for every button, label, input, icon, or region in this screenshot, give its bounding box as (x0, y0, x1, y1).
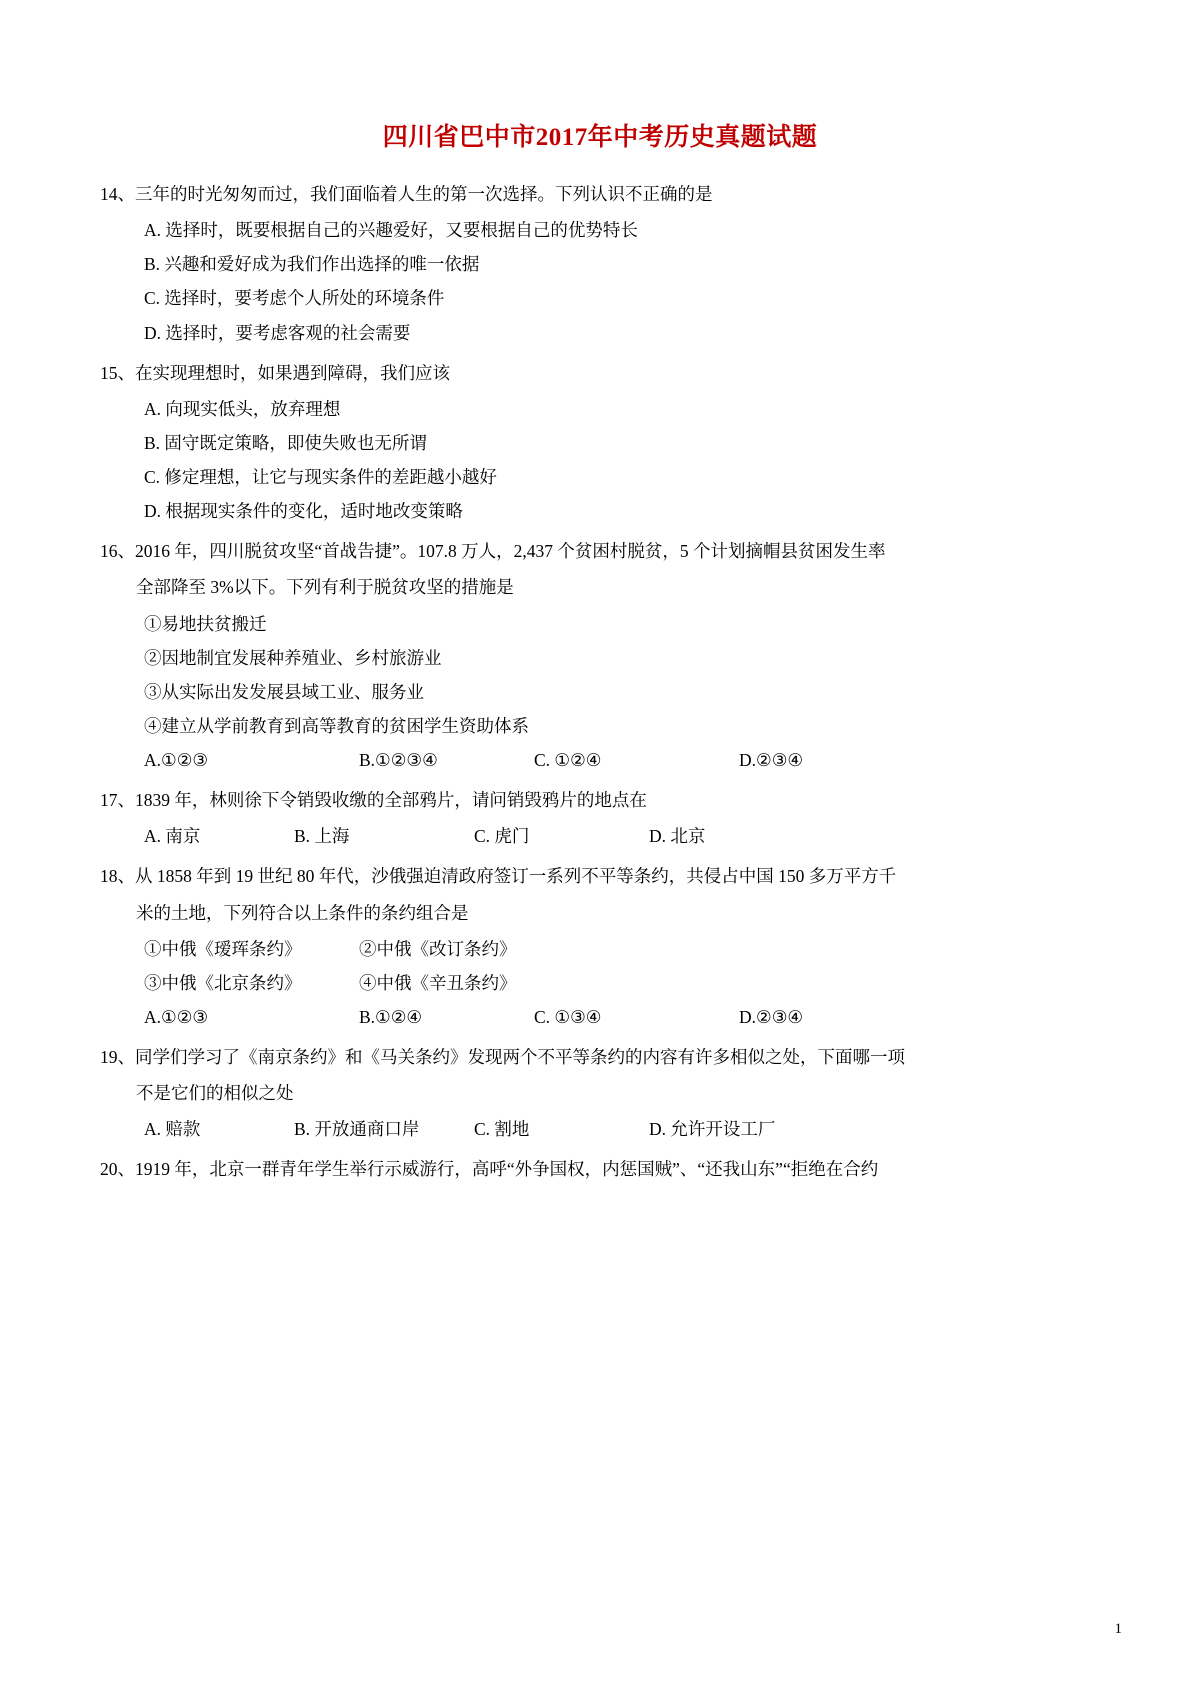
item-1: ①易地扶贫搬迁 (144, 613, 267, 634)
option-d: D.②③④ (739, 750, 804, 770)
treaty-pair-row-2 (100, 966, 1100, 1000)
question-17 (100, 783, 1100, 853)
option-c: C. 虎门 (474, 826, 530, 847)
item-2: ②因地制宜发展种养殖业、乡村旅游业 (144, 647, 442, 668)
question-14 (100, 177, 1100, 350)
question-stem-line2: 不是它们的相似之处 (136, 1083, 294, 1104)
question-19 (100, 1040, 1100, 1146)
question-18 (100, 859, 1100, 1034)
option-d: D. 根据现实条件的变化，适时地改变策略 (144, 501, 463, 522)
question-20 (100, 1152, 1100, 1186)
question-stem: 20、1919 年，北京一群青年学生举行示威游行，高呼“外争国权，内惩国贼”、“还我山东”“拒绝在合约 (100, 1159, 879, 1180)
item-4: ④中俄《辛丑条约》 (359, 972, 517, 993)
item-2: ②中俄《改订条约》 (359, 938, 517, 959)
option-d: D. 允许开设工厂 (649, 1119, 776, 1140)
option-d: D.②③④ (739, 1006, 804, 1027)
option-c: C. 选择时，要考虑个人所处的环境条件 (144, 288, 445, 309)
option-c: C. ①②④ (534, 750, 602, 770)
option-a: A. 向现实低头，放弃理想 (144, 398, 341, 419)
option-b: B. 上海 (294, 826, 350, 847)
option-b: B. 开放通商口岸 (294, 1119, 420, 1140)
answer-row (100, 1112, 1100, 1146)
item-3: ③从实际出发发展县域工业、服务业 (144, 681, 424, 702)
option-c: C. 修定理想，让它与现实条件的差距越小越好 (144, 467, 497, 487)
item-3: ③中俄《北京条约》 (144, 972, 302, 993)
page-number: 1 (1114, 1621, 1122, 1637)
question-stem-line1: 19、同学们学习了《南京条约》和《马关条约》发现两个不平等条约的内容有许多相似之处，下面哪一项 (100, 1047, 905, 1067)
option-b: B. 兴趣和爱好成为我们作出选择的唯一依据 (144, 254, 480, 275)
answer-row (100, 743, 1100, 777)
answer-row (100, 1000, 1100, 1034)
item-4: ④建立从学前教育到高等教育的贫困学生资助体系 (144, 715, 529, 736)
option-c: C. 割地 (474, 1119, 530, 1140)
question-stem: 15、在实现理想时，如果遇到障碍，我们应该 (100, 362, 450, 383)
option-a: A. 选择时，既要根据自己的兴趣爱好，又要根据自己的优势特长 (144, 220, 638, 241)
question-15 (100, 356, 1100, 529)
option-a: A. 赔款 (144, 1119, 201, 1140)
answer-row (100, 819, 1100, 853)
option-b: B.①②③④ (359, 750, 438, 770)
question-stem: 17、1839 年，林则徐下令销毁收缴的全部鸦片，请问销毁鸦片的地点在 (100, 790, 647, 811)
option-c: C. ①③④ (534, 1006, 602, 1027)
option-a: A.①②③ (144, 1006, 209, 1027)
option-a: A. 南京 (144, 826, 201, 847)
option-d: D. 北京 (649, 826, 706, 847)
question-stem-line1: 16、2016 年，四川脱贫攻坚“首战告捷”。107.8 万人，2,437 个贫困村脱贫，5 个计划摘帽县贫困发生率 (100, 541, 886, 562)
question-16 (100, 534, 1100, 777)
question-stem: 14、三年的时光匆匆而过，我们面临着人生的第一次选择。下列认识不正确的是 (100, 184, 713, 204)
page-title: 四川省巴中市2017年中考历史真题试题 (382, 124, 818, 151)
option-a: A.①②③ (144, 750, 209, 770)
option-b: B.①②④ (359, 1006, 423, 1027)
treaty-pair-row-1 (100, 932, 1100, 966)
item-1: ①中俄《瑷珲条约》 (144, 938, 302, 959)
option-b: B. 固守既定策略，即使失败也无所谓 (144, 432, 427, 453)
question-stem-line2: 全部降至 3%以下。下列有利于脱贫攻坚的措施是 (136, 577, 514, 598)
question-stem-line1: 18、从 1858 年到 19 世纪 80 年代，沙俄强迫清政府签订一系列不平等条约，共侵占中国 150 多万平方千 (100, 866, 897, 887)
option-d: D. 选择时，要考虑客观的社会需要 (144, 322, 411, 343)
question-stem-line2: 米的土地，下列符合以上条件的条约组合是 (136, 902, 469, 923)
